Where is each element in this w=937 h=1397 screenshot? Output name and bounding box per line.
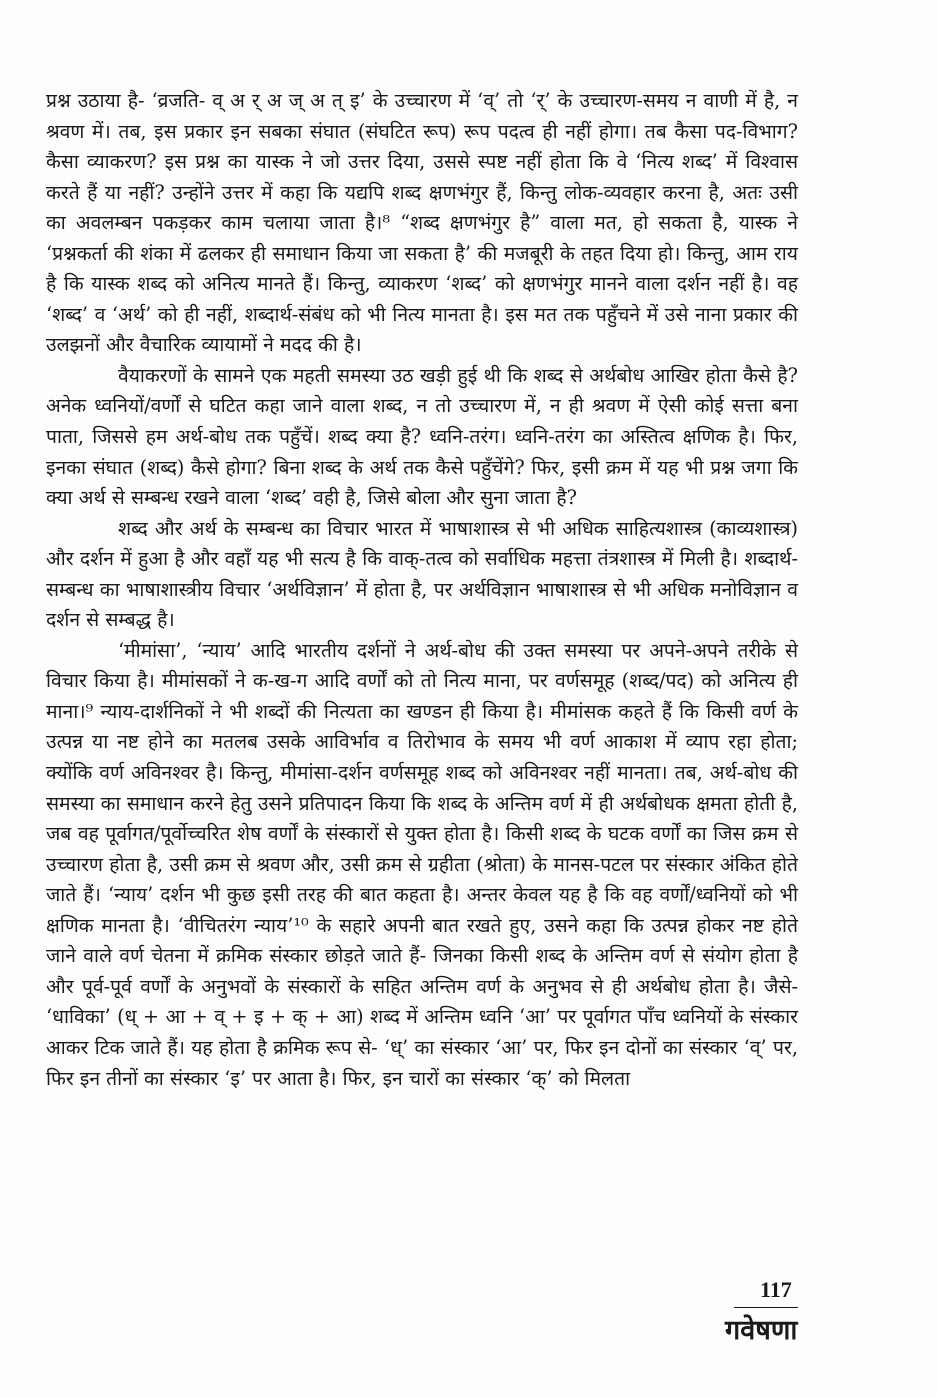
paragraph-4: ‘मीमांसा’, ‘न्याय’ आदि भारतीय दर्शनों ने अर्थ-बोध की उक्त समस्या पर अपने-अपने तरीके से विचार किया है। मीमांसकों ने क-ख-ग आदि वर्णों को तो नित्य माना, पर वर्णसमूह (शब्द/पद) को अनित्य ही माना।⁹ न्याय-दार्शनिकों ने भी शब्दों की नित्यता का खण्डन ही किया है। मीमांसक कहते हैं कि किसी वर्ण के उत्पन्न या नष्ट होने का मतलब उसके आविर्भाव व तिरोभाव के समय भी वर्ण आकाश में व्याप रहा होता; क्योंकि वर्ण अविनश्वर है। किन्तु, मीमांसा-दर्शन वर्णसमूह शब्द को अविनश्वर नहीं मानता। तब, अर्थ-बोध की समस्या का समाधान करने हेतु उसने प्रतिपादन किया कि शब्द के अन्तिम वर्ण में ही अर्थबोधक क्षमता होती है, जब वह पूर्वागत/पूर्वोच्चरित शेष वर्णों के संस्कारों से युक्त होता है। किसी शब्द के घटक वर्णों का जिस क्रम से उच्चारण होता है, उसी क्रम से श्रवण और, उसी क्रम से ग्रहीता (श्रोता) के मानस-पटल पर संस्कार अंकित होते जाते हैं। ‘न्याय’ दर्शन भी कुछ इसी तरह की बात कहता है। अन्तर केवल यह है कि वह वर्णों/ध्वनियों को भी क्षणिक मानता है। ‘वीचितरंग न्याय’¹⁰ के सहारे अपनी बात रखते हुए, उसने कहा कि उत्पन्न होकर नष्ट होते जाने वाले वर्ण चेतना में क्रमिक संस्कार छोड़ते जाते हैं- जिनका किसी शब्द के अन्तिम वर्ण से संयोग होता है और पूर्व-पूर्व वर्णों के अनुभवों के संस्कारों के सहित अन्तिम वर्ण के अनुभव से ही अर्थबोध होता है। जैसे- ‘धाविका’ (ध् + आ + व् + इ + क् + आ) शब्द में अन्तिम ध्वनि ‘आ’ पर पूर्वागत पाँच ध्वनियों के संस्कार आकर टिक जाते हैं। यह होता है क्रमिक रूप से- ‘ध्’ का संस्कार ‘आ’ पर, फिर इन दोनों का संस्कार ‘व्’ पर, फिर इन तीनों का संस्कार ‘इ’ पर आता है। फिर, इन चारों का संस्कार ‘क्’ को मिलता: [46, 638, 798, 1090]
paragraph-3: शब्द और अर्थ के सम्बन्ध का विचार भारत में भाषाशास्त्र से भी अधिक साहित्यशास्त्र (काव्यशास्त्र) और दर्शन में हुआ है और वहाँ यह भी सत्य है कि वाक्-तत्व को सर्वाधिक महत्ता तंत्रशास्त्र में मिली है। शब्दार्थ-सम्बन्ध का भाषाशास्त्रीय विचार ‘अर्थविज्ञान’ में होता है, पर अर्थविज्ञान भाषाशास्त्र से भी अधिक मनोविज्ञान व दर्शन से सम्बद्ध है।: [46, 516, 798, 632]
body-text: [46, 86, 798, 1094]
page-number: 117: [760, 1277, 792, 1302]
journal-name: गवेषणा: [725, 1315, 798, 1346]
footer-divider: [734, 1307, 798, 1308]
paragraph-2: वैयाकरणों के सामने एक महती समस्या उठ खड़ी हुई थी कि शब्द से अर्थबोध आखिर होता कैसे है? अनेक ध्वनियों/वर्णों से घटित कहा जाने वाला शब्द, न तो उच्चारण में, न ही श्रवण में ऐसी कोई सत्ता बना पाता, जिससे हम अर्थ-बोध तक पहुँचें। शब्द क्या है? ध्वनि-तरंग। ध्वनि-तरंग का अस्तित्व क्षणिक है। फिर, इनका संघात (शब्द) कैसे होगा? बिना शब्द के अर्थ तक कैसे पहुँचेंगे? फिर, इसी क्रम में यह भी प्रश्न जगा कि क्या अर्थ से सम्बन्ध रखने वाला ‘शब्द’ वही है, जिसे बोला और सुना जाता है?: [46, 363, 798, 510]
paragraph-1: प्रश्न उठाया है- ‘व्रजति- व् अ र् अ ज् अ त् इ’ के उच्चारण में ‘व्’ तो ‘र्’ के उच्चारण-समय न वाणी में है, न श्रवण में। तब, इस प्रकार इन सबका संघात (संघटित रूप) रूप पदत्व ही नहीं होगा। तब कैसा पद-विभाग? कैसा व्याकरण? इस प्रश्न का यास्क ने जो उत्तर दिया, उससे स्पष्ट नहीं होता कि वे ‘नित्य शब्द’ में विश्वास करते हैं या नहीं? उन्होंने उत्तर में कहा कि यद्यपि शब्द क्षणभंगुर हैं, किन्तु लोक-व्यवहार करना है, अतः उसी का अवलम्बन पकड़कर काम चलाया जाता है।⁸ “शब्द क्षणभंगुर है” वाला मत, हो सकता है, यास्क ने ‘प्रश्नकर्ता की शंका में ढलकर ही समाधान किया जा सकता है’ की मजबूरी के तहत दिया हो। किन्तु, आम राय है कि यास्क शब्द को अनित्य मानते हैं। किन्तु, व्याकरण ‘शब्द’ को क्षणभंगुर मानने वाला दर्शन नहीं है। वह ‘शब्द’ व ‘अर्थ’ को ही नहीं, शब्दार्थ-संबंध को भी नित्य मानता है। इस मत तक पहुँचने में उसे नाना प्रकार की उलझनों और वैचारिक व्यायामों ने मदद की है।: [46, 89, 798, 357]
